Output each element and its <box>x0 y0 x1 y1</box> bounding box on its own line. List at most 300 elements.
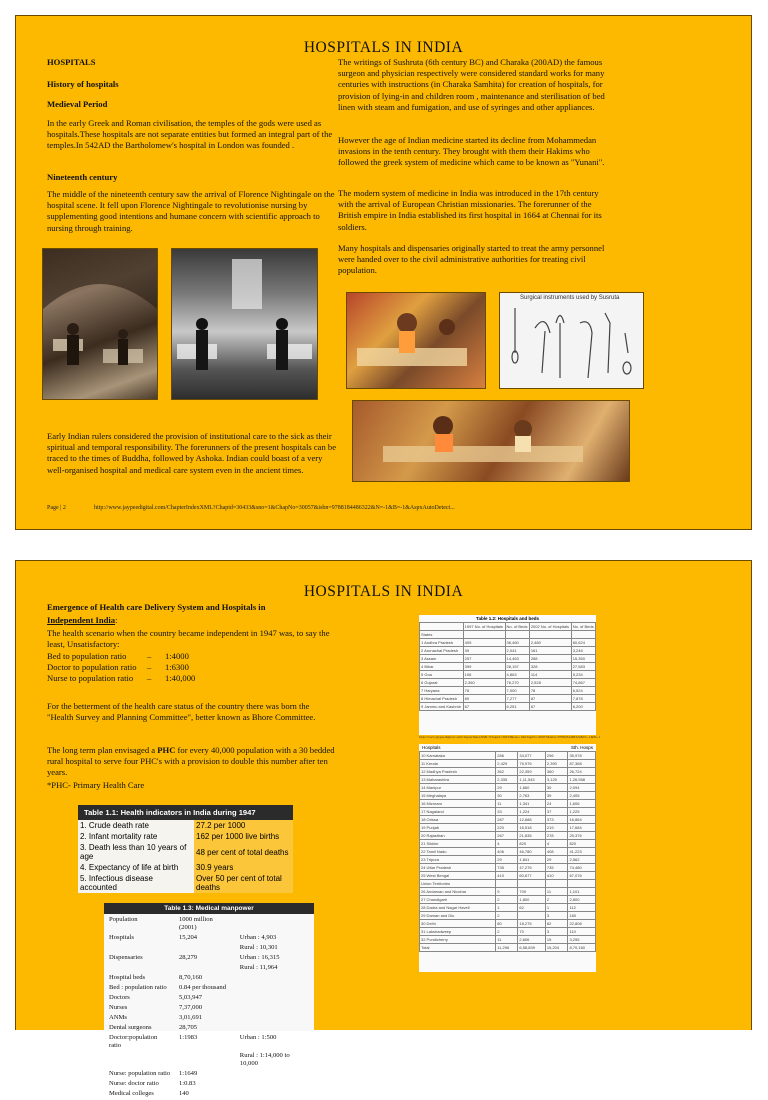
column-header <box>420 623 464 631</box>
table-cell <box>505 631 529 639</box>
table-1-2-title: Table 1.2: Hospitals and beds <box>476 616 539 621</box>
table-cell <box>518 880 546 888</box>
table-cell: 34,077 <box>518 752 546 760</box>
sushruta-charaka-paragraph: The writings of Sushruta (6th century BC) and Charaka (200AD) the famous surgeon and physician respectively were considered standard works for many centuries with instructions (in Charaka Samhita) for creation of hospitals, for provision of lying-in and children room , maintenance and sterilisation of bed linen with steam and fumigation, and use of syringes and other appliances. <box>338 57 605 112</box>
table-row <box>420 647 596 655</box>
table-cell: 29 Daman and Diu <box>420 912 496 920</box>
table-cell: 4 Bihar <box>420 663 464 671</box>
surgery-painting-art <box>347 293 485 388</box>
table-cell: 2,094 <box>568 784 596 792</box>
table-cell: 15 Meghalaya <box>420 792 496 800</box>
table-row <box>420 768 596 776</box>
table-cell: 2,390 <box>545 760 568 768</box>
hospitals-beds-table-part1 <box>419 622 596 711</box>
health-indicators-table <box>78 820 293 893</box>
ratio-dash: – <box>147 662 152 673</box>
manpower-cell: Dental surgeons <box>109 1024 152 1031</box>
manpower-cell <box>106 964 174 972</box>
table-cell: 409 <box>463 639 505 647</box>
table-cell: 278 <box>545 832 568 840</box>
table-cell: 36,460 <box>505 639 529 647</box>
table-cell: 28 Dadra and Nagar Haveli <box>420 904 496 912</box>
table-cell: 267 <box>496 832 518 840</box>
table-cell: 16,864 <box>568 816 596 824</box>
manpower-cell: 140 <box>178 1090 189 1097</box>
table-cell: 25,376 <box>568 832 596 840</box>
ward-photo-art <box>43 249 157 399</box>
table-cell: 22 Tamil Nadu <box>420 848 496 856</box>
long-term-plan-paragraph <box>47 745 337 779</box>
table-cell: 27,583 <box>571 663 595 671</box>
ancient-surgery-painting <box>346 292 486 389</box>
table-cell: 14,463 <box>505 655 529 663</box>
table-row <box>106 916 312 932</box>
table-cell: 1,606 <box>568 800 596 808</box>
ratio-label: Doctor to population ratio <box>47 662 137 673</box>
table-cell: 17 Nagaland <box>420 808 496 816</box>
table-cell: 820 <box>568 840 596 848</box>
table-cell: 30 <box>545 784 568 792</box>
table-row <box>78 842 293 862</box>
historic-hospital-ward-photo <box>42 248 158 400</box>
table-cell: 6,200 <box>571 703 595 711</box>
table-cell: 1,101 <box>568 888 596 896</box>
table-row <box>420 864 596 872</box>
manpower-cell: Dispensaries <box>109 954 143 961</box>
table-cell: 735 <box>545 864 568 872</box>
table-row <box>420 904 596 912</box>
table-cell: 13 Maharashtra <box>420 776 496 784</box>
table-cell: 362 <box>496 768 518 776</box>
table-cell: 1,660 <box>518 784 546 792</box>
instruments-drawing <box>500 293 643 388</box>
decline-paragraph: However the age of Indian medicine started its decline from Mohammedan invasions in the tenth century. They brought with them their Hakims who followed the greek system of medicine which came to be known as "Yunani". <box>338 135 605 168</box>
table-row <box>106 1070 312 1078</box>
table-cell: 9 Jammu and Kashmir <box>420 703 464 711</box>
ratio-label: Bed to population ratio <box>47 651 127 661</box>
table-1-2-continued-header <box>419 744 596 751</box>
manpower-cell: Doctor:population ratio <box>109 1034 158 1049</box>
table-cell: 32 Pondicherry <box>420 936 496 944</box>
column-header: 1997 No. of Hospitals <box>463 623 505 631</box>
ratios-list <box>47 651 247 685</box>
table-cell <box>463 631 505 639</box>
table-cell: 11 <box>496 800 518 808</box>
table-cell: 12 Madhya Pradesh <box>420 768 496 776</box>
table-row <box>420 832 596 840</box>
manpower-cell <box>237 1024 312 1032</box>
table-cell: 112 <box>568 904 596 912</box>
modern-system-paragraph: The modern system of medicine in India was introduced in the 17th century with the arrival of European Christian missionaries. The forerunner of the British empire in India established its first hospital in 1664 at Chennai for its soldiers. <box>338 188 602 232</box>
table-cell: 1,341 <box>518 800 546 808</box>
table-cell: 24 <box>545 800 568 808</box>
manpower-cell: Nurses <box>109 1004 128 1011</box>
table-cell: 2,360 <box>463 679 505 687</box>
table-cell: 820 <box>518 840 546 848</box>
operation-painting-art <box>353 401 629 481</box>
table-cell: 21 Sikkim <box>420 840 496 848</box>
manpower-cell: 1000 million (2001) <box>178 916 213 931</box>
manpower-cell <box>176 964 235 972</box>
table-row <box>106 994 312 1002</box>
table-cell: 15,350 <box>571 655 595 663</box>
long-term-text-a: The long term plan envisaged a <box>47 745 158 755</box>
document-page-1 <box>15 15 752 530</box>
continued-left-label: Hospitals <box>422 745 441 750</box>
table-cell: 288 <box>529 655 571 663</box>
page-title: HOSPITALS IN INDIA <box>303 583 464 600</box>
table-row <box>78 862 293 873</box>
manpower-cell: 1:1983 <box>178 1034 198 1041</box>
table-cell: 1 Andhra Pradesh <box>420 639 464 647</box>
health-scenario-paragraph: The health scenario when the country became independent in 1947 was, to say the least, Unsatisfactory: <box>47 628 330 650</box>
manpower-cell: 15,204 <box>178 934 198 941</box>
table-cell: 2,480 <box>529 639 571 647</box>
table-cell: 15,204 <box>545 944 568 952</box>
table-cell: 408 <box>545 848 568 856</box>
table-cell: 46,780 <box>518 848 546 856</box>
table-cell: 2,606 <box>518 936 546 944</box>
table-cell: 399 <box>463 663 505 671</box>
table-cell: Union Territories <box>420 880 496 888</box>
table-row <box>420 687 596 695</box>
manpower-cell <box>237 916 312 932</box>
table-cell: 82 <box>545 920 568 928</box>
table-cell: 78 <box>529 687 571 695</box>
indicator-label: 2. Infant mortality rate <box>80 832 158 841</box>
table-row <box>420 848 596 856</box>
table-row <box>420 631 596 639</box>
table-cell: 28,157 <box>505 663 529 671</box>
table-row <box>420 800 596 808</box>
table-cell: 16,518 <box>518 824 546 832</box>
table-header-row <box>420 623 596 631</box>
table-cell: 10 Karnataka <box>420 752 496 760</box>
table-cell: 74,480 <box>568 864 596 872</box>
manpower-cell: Urban : 4,903 <box>239 934 277 941</box>
table-row <box>420 840 596 848</box>
table-cell: 2,562 <box>568 856 596 864</box>
manpower-cell: 1:0.83 <box>178 1080 196 1087</box>
table-row <box>420 679 596 687</box>
manpower-cell: Population <box>109 916 138 923</box>
page-title: HOSPITALS IN INDIA <box>303 39 464 56</box>
table-cell <box>568 880 596 888</box>
manpower-cell: Nurse: population ratio <box>109 1070 171 1077</box>
table-row <box>420 936 596 944</box>
table-cell: 3 <box>545 928 568 936</box>
indicator-label: 1. Crude death rate <box>80 821 149 830</box>
table-cell: 26 Andaman and Nicobar <box>420 888 496 896</box>
document-page-2 <box>15 560 752 1097</box>
manpower-cell: Rural : 1:14,000 to 10,000 <box>239 1052 290 1067</box>
table-cell: 2,763 <box>518 792 546 800</box>
bhore-committee-paragraph: For the betterment of the health care status of the country there was born the "Health Survey and Planning Committee", better known as Bhore Committee. <box>47 701 316 723</box>
table-cell: 30 Delhi <box>420 920 496 928</box>
table-cell: 21,835 <box>518 832 546 840</box>
table-cell: 6 Gujarat <box>420 679 464 687</box>
ratio-row <box>47 673 247 684</box>
manpower-cell <box>237 1070 312 1078</box>
manpower-cell: 1:1649 <box>178 1070 198 1077</box>
table-cell: 373 <box>545 816 568 824</box>
table-row <box>420 703 596 711</box>
table-cell: 3,246 <box>571 647 595 655</box>
manpower-cell <box>237 1004 312 1012</box>
table-cell: 60,624 <box>571 639 595 647</box>
early-indian-rulers-paragraph: Early Indian rulers considered the provision of institutional care to the sick as their spiritual and temporal responsibility. The forerunners of the present hospitals can be traced to the times of Buddha, followed by Ashoka. Indian could boast of a very well-organised hospital and medical care system even in the ancient times. <box>47 431 337 475</box>
table-row <box>420 808 596 816</box>
column-header: No. of Beds <box>572 624 594 629</box>
table-row <box>78 873 293 893</box>
table-1-3-medical-manpower <box>104 903 314 1097</box>
table-cell: 7,878 <box>571 695 595 703</box>
table-cell: 9 <box>496 888 518 896</box>
table-row <box>78 820 293 831</box>
table-cell: 29 <box>496 856 518 864</box>
manpower-cell: Doctors <box>109 994 130 1001</box>
table-cell: 19 Punjab <box>420 824 496 832</box>
table-row <box>420 639 596 647</box>
manpower-cell <box>237 994 312 1002</box>
table-1-2-hospitals-beds <box>419 615 596 735</box>
table-1-3-title: Table 1.3: Medical manpower <box>104 903 314 914</box>
ratio-dash: – <box>147 673 152 684</box>
manpower-cell: 7,37,000 <box>178 1004 203 1011</box>
table-cell: 219 <box>545 824 568 832</box>
table-cell: 410 <box>545 872 568 880</box>
medieval-paragraph: In the early Greek and Roman civilisation, the temples of the gods were used as hospitals.These hospitals are not separate entities but formed an integral part of the temples.In 542AD the Bartholomew's hospital in London was founded . <box>47 118 333 151</box>
table-cell: 220 <box>496 824 518 832</box>
surgical-instruments-caption: Surgical instruments used by Susruta <box>520 295 620 301</box>
manpower-cell: 5,03,947 <box>178 994 203 1001</box>
army-hospitals-paragraph: Many hospitals and dispensaries originally started to treat the army personnel were handed over to the civil administrative authorities for treating civil population. <box>338 243 605 276</box>
table-row <box>106 984 312 992</box>
table-row <box>420 671 596 679</box>
table-cell: 41,223 <box>568 848 596 856</box>
table-1-2-url: http://www.jaypeedigital.com/ChapterIndexXML?Chapid=30433&sno=1&ChapNo=30057&isbn=9788184486322&N=-1&B=-1 <box>419 735 601 739</box>
table-1-2-continued <box>419 744 596 972</box>
table-cell: 8,70,160 <box>568 944 596 952</box>
column-header: 2002 No. of Hospitals <box>529 623 571 631</box>
table-cell: 14 Manipur <box>420 784 496 792</box>
ratio-value: 1:4000 <box>165 651 189 661</box>
manpower-cell: Bed : population ratio <box>109 984 167 991</box>
medical-manpower-table <box>104 914 314 1100</box>
table-cell: 26,724 <box>568 768 596 776</box>
ratio-row <box>47 651 247 662</box>
table-row <box>420 760 596 768</box>
table-row <box>420 792 596 800</box>
manpower-cell <box>237 1014 312 1022</box>
table-cell: 2,528 <box>529 679 571 687</box>
manpower-cell: Nurse: doctor ratio <box>109 1080 159 1087</box>
manpower-cell: Rural : 10,301 <box>239 944 278 951</box>
phc-note: *PHC- Primary Health Care <box>47 780 145 790</box>
table-cell: 76,270 <box>505 679 529 687</box>
table-cell: 2,800 <box>568 896 596 904</box>
table-cell: 287 <box>496 816 518 824</box>
table-cell: 11,296 <box>496 944 518 952</box>
table-cell: 1,224 <box>518 808 546 816</box>
table-row <box>106 974 312 982</box>
manpower-cell <box>176 944 235 952</box>
table-cell: 6,524 <box>571 687 595 695</box>
ratio-row <box>47 662 247 673</box>
table-cell: 62 <box>518 904 546 912</box>
table-cell: 87,368 <box>568 760 596 768</box>
indicator-label: 5. Infectious disease accounted <box>80 874 153 892</box>
table-cell: 78 <box>463 687 505 695</box>
table-cell: 3 Assam <box>420 655 464 663</box>
table-cell: 60,677 <box>518 872 546 880</box>
table-cell: 2,405 <box>568 792 596 800</box>
phc-term: PHC <box>157 745 176 755</box>
table-cell: 24 Uttar Pradesh <box>420 864 496 872</box>
table-cell: 4,863 <box>505 671 529 679</box>
table-cell <box>518 912 546 920</box>
manpower-cell: 28,279 <box>178 954 198 961</box>
table-cell: 2 <box>545 896 568 904</box>
table-row <box>420 752 596 760</box>
table-cell: 1 <box>545 904 568 912</box>
manpower-cell: Hospitals <box>109 934 134 941</box>
table-cell: 80 <box>496 920 518 928</box>
table-row <box>106 1052 312 1068</box>
manpower-cell <box>237 974 312 982</box>
table-row <box>420 872 596 880</box>
table-cell: 1,26,558 <box>568 776 596 784</box>
table-row <box>420 695 596 703</box>
table-row <box>420 944 596 952</box>
table-cell: 6,58,839 <box>518 944 546 952</box>
table-cell: 7,277 <box>505 695 529 703</box>
table-cell: 4 <box>496 840 518 848</box>
table-cell: 410 <box>496 872 518 880</box>
table-row <box>420 896 596 904</box>
table-row <box>78 831 293 842</box>
table-cell: 2 <box>496 912 518 920</box>
table-row <box>106 964 312 972</box>
table-row <box>420 928 596 936</box>
manpower-cell <box>106 1052 174 1068</box>
table-cell <box>496 880 518 888</box>
table-cell: 18 Orissa <box>420 816 496 824</box>
table-cell: 328 <box>529 663 571 671</box>
heading-medieval-period: Medieval Period <box>47 99 108 109</box>
table-cell: 1,800 <box>518 896 546 904</box>
ratio-label: Nurse to population ratio <box>47 673 134 684</box>
table-cell: Total <box>420 944 496 952</box>
indicator-value: 48 per cent of total deaths <box>194 842 293 862</box>
table-cell: 47,276 <box>518 864 546 872</box>
table-cell: 5,234 <box>571 671 595 679</box>
manpower-cell: Medical colleges <box>109 1090 154 1097</box>
table-cell: 2 Arunachal Pradesh <box>420 647 464 655</box>
table-cell: 74,867 <box>571 679 595 687</box>
table-cell: 39 <box>545 792 568 800</box>
source-url: http://www.jaypeedigital.com/ChapterIndexXML?Chapid=30433&sno=1&ChapNo=30057&isbn=9788184486322&N=-1&B=-1&AspxAutoDetect... <box>94 505 455 511</box>
table-cell: 31 Lakshadweep <box>420 928 496 936</box>
table-cell: 33 <box>496 808 518 816</box>
table-cell: 709 <box>518 888 546 896</box>
long-term-text-b: for every 40,000 population with a 30 bedded rural hospital to serve four PHC's with a provision to double this number after ten years. <box>47 745 335 778</box>
table-row <box>420 888 596 896</box>
table-cell: 17,684 <box>568 824 596 832</box>
manpower-cell: Urban : 1:500 <box>239 1034 277 1041</box>
column-header: No. of Beds <box>506 624 528 629</box>
table-cell: 161 <box>529 647 571 655</box>
table-cell: 106 <box>463 671 505 679</box>
table-cell: 67 <box>463 703 505 711</box>
table-cell: 11 Kerala <box>420 760 496 768</box>
table-row <box>106 1014 312 1022</box>
table-cell: 12,688 <box>518 816 546 824</box>
table-cell: 7 Haryana <box>420 687 464 695</box>
heading-history-of-hospitals: History of hospitals <box>47 79 119 89</box>
heading-independent-india: Independent India <box>47 615 116 625</box>
table-cell: 30 <box>496 792 518 800</box>
table-cell: 22,808 <box>568 920 596 928</box>
table-row <box>420 880 596 888</box>
table-row <box>420 912 596 920</box>
table-cell: 37 <box>545 808 568 816</box>
table-cell: 67,076 <box>568 872 596 880</box>
table-cell: 1 <box>496 904 518 912</box>
indicator-value: 27.2 per 1000 <box>194 820 293 831</box>
table-cell: 3 <box>545 912 568 920</box>
ratio-dash: – <box>147 651 152 661</box>
indicator-label: 3. Death less than 10 years of age <box>80 843 187 861</box>
table-cell: 6,251 <box>505 703 529 711</box>
table-cell: 27 Chandigarh <box>420 896 496 904</box>
table-row <box>420 784 596 792</box>
table-cell: 89 <box>463 695 505 703</box>
indicator-label: 4. Expectancy of life at birth <box>80 863 179 872</box>
manpower-cell: 28,705 <box>178 1024 198 1031</box>
table-cell: 39 <box>463 647 505 655</box>
indicator-value: Over 50 per cent of total deaths <box>194 873 293 893</box>
table-cell: 25 West Bengal <box>420 872 496 880</box>
table-cell: States <box>420 631 464 639</box>
ward-photo-bw-art <box>172 249 317 399</box>
table-cell: 7,000 <box>505 687 529 695</box>
table-1-1-title: Table 1.1: Health indicators in India during 1947 <box>78 805 293 820</box>
table-row <box>420 816 596 824</box>
table-cell: 29 <box>545 856 568 864</box>
ratio-value: 1:40,000 <box>165 673 196 684</box>
table-cell: 257 <box>463 655 505 663</box>
manpower-cell: 0.84 per thousand <box>178 984 227 991</box>
table-row <box>420 856 596 864</box>
table-row <box>106 1090 312 1098</box>
manpower-cell: ANMs <box>109 1014 127 1021</box>
operation-scene-painting <box>352 400 630 482</box>
table-cell: 735 <box>496 864 518 872</box>
heading-independent-india-line: Independent India: <box>47 615 118 625</box>
table-cell <box>545 880 568 888</box>
table-row <box>420 920 596 928</box>
table-cell: 2 <box>496 928 518 936</box>
section-heading-hospitals: HOSPITALS <box>47 57 96 67</box>
table-cell: 360 <box>545 768 568 776</box>
table-cell: 2 <box>496 896 518 904</box>
table-cell: 180 <box>568 912 596 920</box>
table-cell <box>529 631 571 639</box>
table-1-1-health-indicators <box>78 805 293 893</box>
table-cell: 23 Tripura <box>420 856 496 864</box>
table-cell: 1,11,543 <box>518 776 546 784</box>
